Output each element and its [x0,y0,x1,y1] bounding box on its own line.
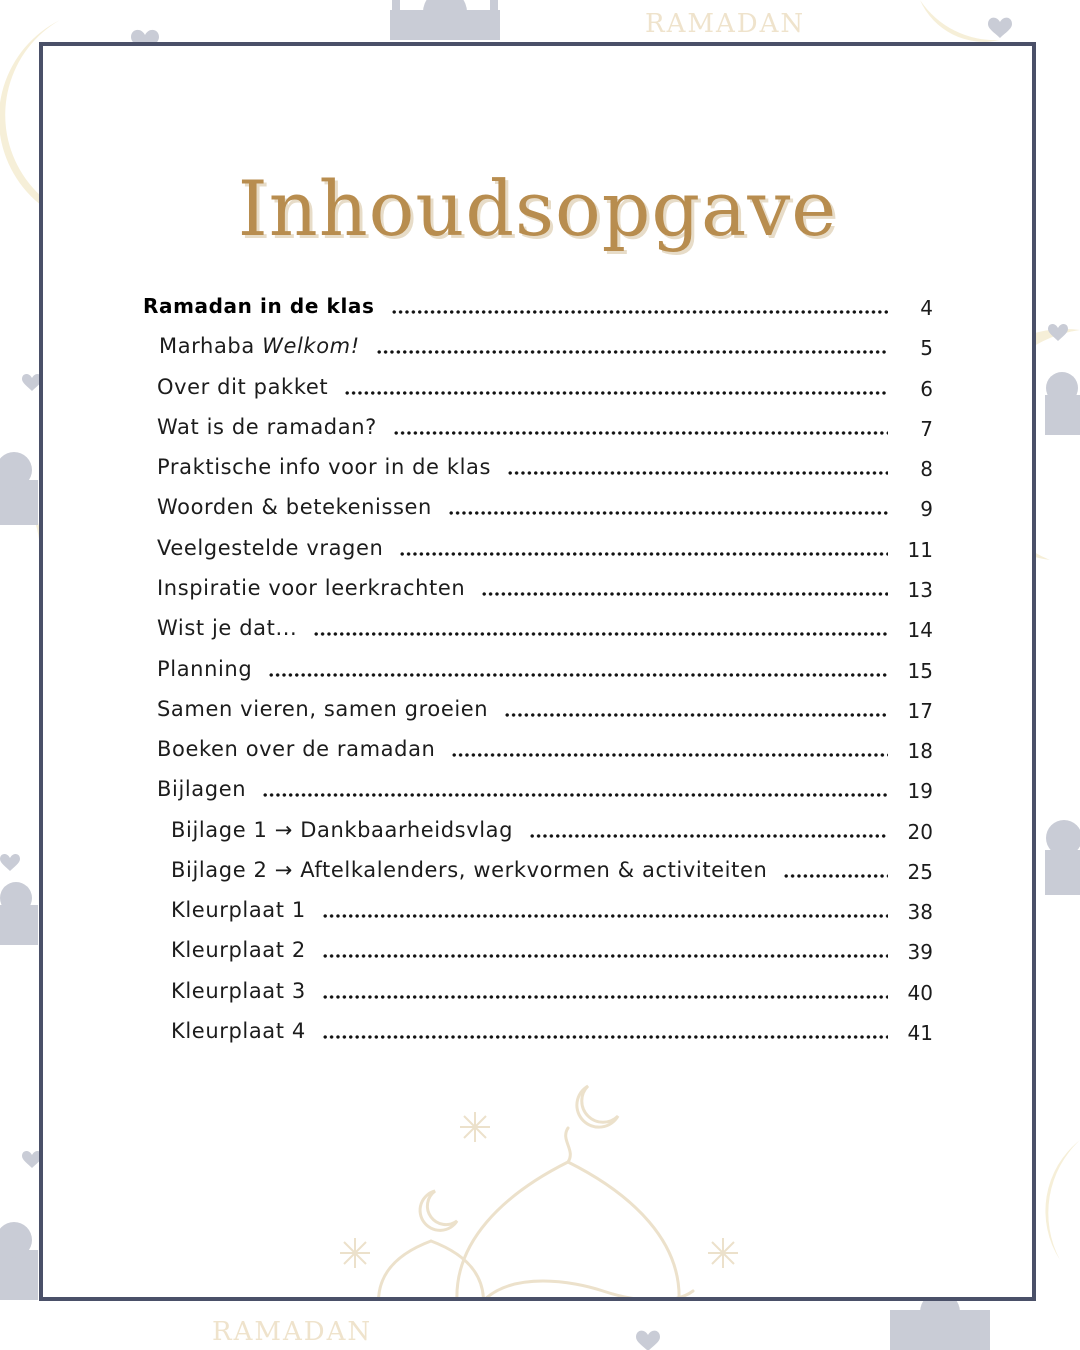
toc-entry-label: Kleurplaat 2 [171,938,306,962]
dotted-leader [322,914,888,918]
toc-entry-page-number: 5 [920,336,933,360]
toc-entry-label: Samen vieren, samen groeien [157,697,489,721]
dotted-leader [783,874,888,878]
toc-entry[interactable] [157,367,888,401]
toc-entry-label: Bijlagen [157,777,247,801]
toc-entry-page-number: 6 [920,377,933,401]
mosque-icon [1045,372,1080,435]
toc-entry-label: Inspiratie voor leerkrachten [157,576,466,600]
toc-entry-label: Over dit pakket [157,375,329,399]
mosque-icon [0,882,38,945]
dotted-leader [529,834,888,838]
page-title: Inhoudsopgave [237,164,838,253]
toc-entry[interactable] [159,326,888,360]
toc-entry-label: Wat is de ramadan? [157,415,377,439]
toc-entry-page-number: 19 [907,779,933,803]
toc-entry-label: Marhaba Welkom! [159,334,360,358]
toc-entry[interactable] [157,689,888,723]
dotted-leader [399,552,888,556]
watermark-text: RAMADAN [645,9,806,39]
mosque-icon [0,1222,38,1300]
toc-entry[interactable] [157,649,888,683]
toc-entry[interactable] [157,487,888,521]
dotted-leader [504,713,888,717]
mosque-icon [1045,820,1080,895]
toc-entry-page-number: 41 [907,1021,933,1045]
toc-entry-label: Kleurplaat 3 [171,979,306,1003]
dotted-leader [481,592,888,596]
toc-entry-page-number: 40 [907,981,933,1005]
toc-entry-page-number: 4 [920,296,933,320]
toc-entry-page-number: 8 [920,457,933,481]
watermark-text: RAMADAN [212,1317,373,1347]
crescent-moon-icon [1045,1140,1080,1260]
star-icon [340,1112,738,1268]
toc-entry-label: Boeken over de ramadan [157,737,436,761]
toc-entry[interactable] [157,769,888,803]
toc-entry-label: Wist je dat... [157,616,298,640]
toc-entry[interactable] [171,810,888,844]
toc-entry[interactable] [157,528,888,562]
toc-entry[interactable] [171,971,888,1005]
toc-entry[interactable] [157,407,888,441]
dotted-leader [322,995,888,999]
toc-entry[interactable] [171,850,888,884]
toc-entry[interactable] [143,286,888,320]
toc-entry-label: Bijlage 2 → Aftelkalenders, werkvormen & activiteiten [171,858,768,882]
dotted-leader [322,954,888,958]
toc-entry-page-number: 9 [920,497,933,521]
toc-entry-page-number: 13 [907,578,933,602]
toc-entry-label: Woorden & betekenissen [157,495,432,519]
toc-entry-label: Kleurplaat 4 [171,1019,306,1043]
toc-entry[interactable] [157,568,888,602]
toc-entry-label: Ramadan in de klas [143,294,375,318]
toc-entry-page-number: 18 [907,739,933,763]
toc-entry-page-number: 11 [907,538,933,562]
toc-entry-page-number: 17 [907,699,933,723]
toc-entry[interactable] [171,890,888,924]
dotted-leader [393,431,888,435]
toc-entry[interactable] [157,447,888,481]
toc-entry-label-italic: Welkom! [262,334,360,358]
toc-entry-label: Planning [157,657,253,681]
toc-entry[interactable] [157,729,888,763]
toc-entry-page-number: 20 [907,820,933,844]
dotted-leader [451,753,888,757]
dotted-leader [376,350,888,354]
dotted-leader [268,673,888,677]
toc-entry-page-number: 25 [907,860,933,884]
crescent-moon-icon [420,1191,457,1230]
dotted-leader [507,471,888,475]
toc-entry-page-number: 39 [907,940,933,964]
crescent-moon-icon [920,0,1000,42]
toc-entry-page-number: 15 [907,659,933,683]
toc-entry-page-number: 14 [907,618,933,642]
mosque-icon [0,452,38,525]
toc-entry-label: Praktische info voor in de klas [157,455,492,479]
toc-entry-label: Bijlage 1 → Dankbaarheidsvlag [171,818,514,842]
dotted-leader [344,391,888,395]
toc-entry-label: Kleurplaat 1 [171,898,306,922]
toc-entry[interactable] [171,1011,888,1045]
toc-entry-page-number: 7 [920,417,933,441]
mosque-icon [390,0,500,40]
dotted-leader [313,632,888,636]
dotted-leader [322,1035,888,1039]
dotted-leader [448,511,888,515]
toc-entry[interactable] [157,608,888,642]
toc-entry[interactable] [171,930,888,964]
dotted-leader [262,793,888,797]
page-frame [39,42,1036,1301]
dotted-leader [391,310,888,314]
toc-entry-page-number: 38 [907,900,933,924]
crescent-moon-icon [577,1086,618,1127]
toc-entry-label: Veelgestelde vragen [157,536,384,560]
